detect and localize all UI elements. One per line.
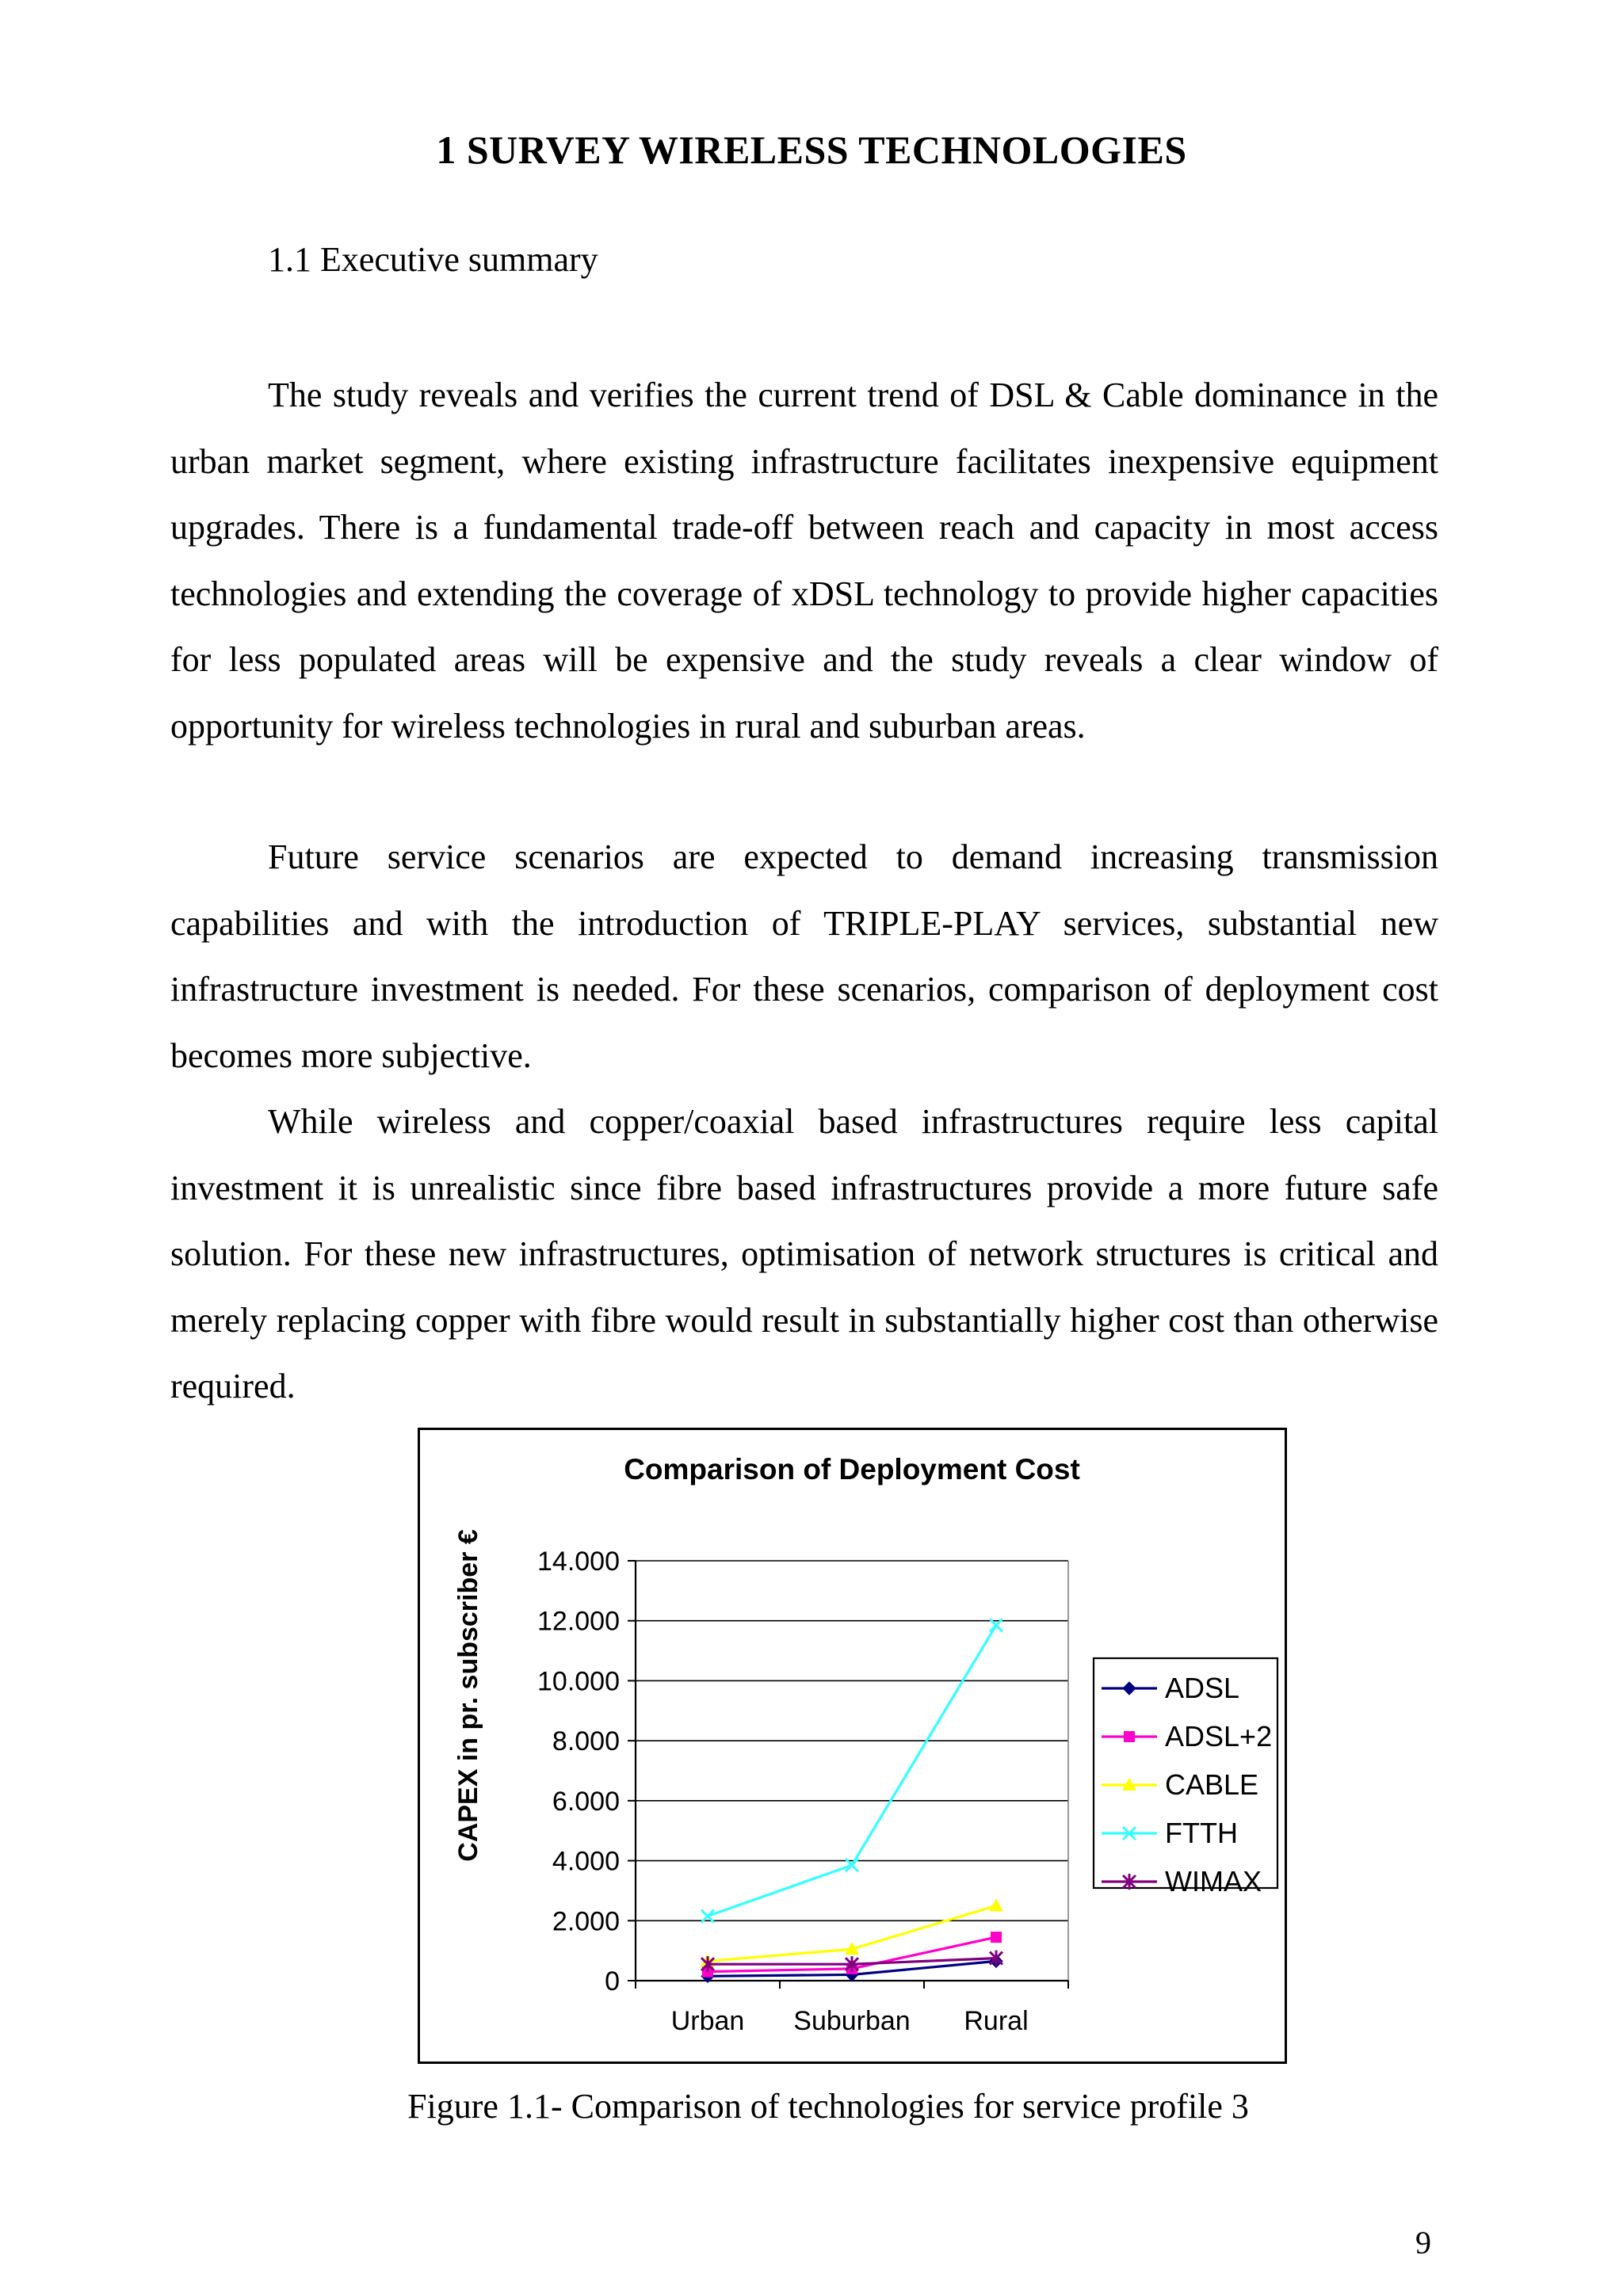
section-heading: 1.1 Executive summary bbox=[268, 240, 598, 279]
data-point-marker bbox=[991, 1932, 1002, 1943]
paragraph-3 bbox=[170, 1089, 1438, 1420]
y-tick-label: 6.000 bbox=[552, 1786, 620, 1817]
chart-title: Comparison of Deployment Cost bbox=[624, 1453, 1080, 1486]
figure-caption bbox=[0, 2086, 1623, 2126]
legend-label: ADSL bbox=[1165, 1672, 1240, 1704]
chart-legend bbox=[1094, 1658, 1277, 1897]
y-tick-label: 4.000 bbox=[552, 1846, 620, 1877]
legend-label: FTTH bbox=[1165, 1817, 1238, 1849]
page-number: 9 bbox=[1415, 2225, 1431, 2260]
paragraph-2-text: Future service scenarios are expected to demand increasing transmission capabilities and with the introduction of TRIPLE-PLAY services, substantial new infrastructure investment is needed. For these scenarios, comparison of deployment cost becomes more subjective. bbox=[170, 837, 1438, 1075]
legend-label: ADSL+2 bbox=[1165, 1720, 1273, 1753]
figure-caption-text: Figure 1.1- Comparison of technologies for service profile 3 bbox=[407, 2087, 1249, 2126]
paragraph-1 bbox=[170, 362, 1438, 759]
deployment-cost-chart bbox=[418, 1428, 1287, 2064]
y-tick-label: 0 bbox=[605, 1966, 620, 1997]
y-tick-label: 14.000 bbox=[537, 1547, 620, 1577]
chart-gridlines bbox=[636, 1561, 1068, 1981]
paragraph-2 bbox=[170, 824, 1438, 1089]
data-point-marker bbox=[1124, 1731, 1135, 1742]
legend-label: CABLE bbox=[1165, 1768, 1259, 1801]
series-line bbox=[708, 1625, 996, 1916]
chart-y-axis-label: CAPEX in pr. subscriber € bbox=[453, 1529, 483, 1862]
paragraph-3-text: While wireless and copper/coaxial based infrastructures require less capital investment it is unrealistic since fibre based infrastructures provide a more future safe solution. For these new infrastructures, optimisation of network structures is critical and merely replacing copper with fibre would result in substantially higher cost than otherwise required. bbox=[170, 1102, 1438, 1405]
x-tick-label: Rural bbox=[964, 2006, 1029, 2036]
x-tick-label: Urban bbox=[670, 2006, 745, 2036]
chart-svg bbox=[420, 1430, 1285, 2061]
y-tick-label: 8.000 bbox=[552, 1726, 620, 1757]
legend-label: WIMAX bbox=[1165, 1865, 1262, 1897]
page-title: 1 SURVEY WIRELESS TECHNOLOGIES bbox=[436, 128, 1187, 172]
y-tick-label: 12.000 bbox=[537, 1606, 620, 1637]
x-tick-label: Suburban bbox=[793, 2006, 911, 2036]
paragraph-1-text: The study reveals and verifies the current trend of DSL & Cable dominance in the urban market segment, where existing infrastructure facilitates inexpensive equipment upgrades. There is a fundamental trade-off between reach and capacity in most access technologies and extending the coverage of xDSL technology to provide higher capacities for less populated areas will be expensive and the study reveals a clear window of opportunity for wireless technologies in rural and suburban areas. bbox=[170, 376, 1438, 746]
y-tick-label: 10.000 bbox=[537, 1666, 620, 1697]
series-ftth bbox=[701, 1619, 1002, 1922]
y-tick-label: 2.000 bbox=[552, 1906, 620, 1937]
data-point-marker bbox=[989, 1898, 1003, 1911]
